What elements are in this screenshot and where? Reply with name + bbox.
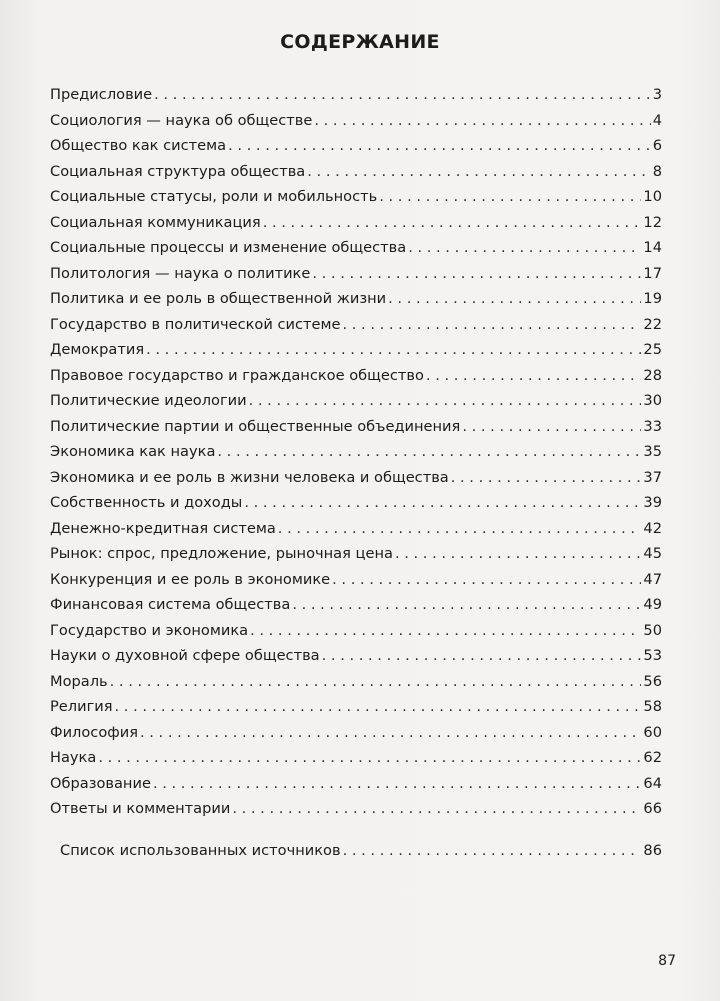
dot-leader — [140, 720, 641, 746]
dot-leader — [312, 261, 641, 287]
toc-entry-label: Социальные статусы, роли и мобильность — [50, 188, 378, 205]
toc-entry-label: Философия — [50, 723, 138, 741]
dot-leader — [263, 210, 642, 236]
toc-entry-page: 28 — [643, 366, 662, 384]
toc-entry — [50, 159, 662, 185]
dot-leader — [342, 312, 641, 338]
dot-leader — [249, 388, 642, 414]
toc-entry-page: 35 — [643, 443, 662, 460]
toc-entry — [50, 592, 662, 618]
toc-entry-page: 6 — [652, 137, 662, 154]
toc-entry — [50, 796, 662, 822]
toc-entry-label: Политические партии и общественные объединения — [50, 417, 461, 435]
toc-entry-page: 64 — [643, 774, 662, 792]
toc-entry-label: Социальные процессы и изменение общества — [50, 239, 407, 256]
toc-entry-page: 50 — [643, 621, 662, 639]
toc-entry-label: Ответы и комментарии — [50, 800, 231, 817]
toc-entry-label: Экономика и ее роль в жизни человека и общества — [50, 468, 449, 486]
toc-entry — [50, 745, 662, 771]
dot-leader — [462, 414, 641, 440]
toc-entry — [50, 261, 662, 287]
toc-entry-page: 10 — [643, 188, 662, 205]
toc-entry-label: Государство и экономика — [50, 621, 249, 639]
toc-entry — [50, 108, 662, 134]
dot-leader — [343, 838, 642, 864]
toc-entry-page: 22 — [643, 315, 662, 333]
toc-entry-label: Мораль — [50, 672, 108, 690]
toc-entry-page: 53 — [643, 647, 662, 664]
toc-entry — [50, 465, 662, 491]
toc-entry-page: 4 — [652, 111, 662, 129]
toc-entry — [50, 618, 662, 644]
toc-entry — [50, 388, 662, 414]
toc-entry-label: Общество как система — [50, 137, 227, 154]
dot-leader — [388, 286, 641, 312]
toc-entry-page: 3 — [652, 86, 662, 103]
toc-entry — [50, 337, 662, 363]
page-title: СОДЕРЖАНИЕ — [280, 31, 440, 53]
toc-entry — [50, 439, 662, 465]
toc-entry-label: Социальная структура общества — [50, 162, 306, 180]
toc-entry-page: 86 — [643, 841, 662, 859]
dot-leader — [322, 643, 642, 669]
toc-entry-page: 12 — [643, 213, 662, 231]
toc-entry-page: 33 — [643, 417, 662, 435]
toc-entry-label: Политология — наука о политике — [50, 264, 311, 282]
dot-leader — [307, 159, 650, 185]
toc-entry — [50, 567, 662, 593]
toc-entry-label: Правовое государство и гражданское общество — [50, 366, 424, 384]
toc-entry — [50, 312, 662, 338]
toc-entry — [50, 184, 662, 210]
dot-leader — [154, 82, 651, 108]
toc-entry-label: Религия — [50, 698, 113, 715]
dot-leader — [146, 337, 641, 363]
toc-entry — [50, 414, 662, 440]
dot-leader — [292, 592, 641, 618]
toc-entry-label: Конкуренция и ее роль в экономике — [50, 570, 331, 588]
toc-entry-page: 25 — [643, 341, 662, 358]
toc-entry-page: 17 — [643, 264, 662, 282]
toc-entry-page: 49 — [643, 596, 662, 613]
dot-leader — [244, 490, 641, 516]
dot-leader — [408, 235, 641, 261]
table-of-contents — [50, 82, 662, 863]
toc-entry-page: 19 — [643, 290, 662, 307]
dot-leader — [395, 541, 641, 567]
page-number: 87 — [658, 953, 676, 969]
toc-entry-label: Политические идеологии — [50, 392, 247, 409]
toc-entry — [50, 286, 662, 312]
dot-leader — [115, 694, 642, 720]
dot-leader — [278, 516, 642, 542]
toc-entry-page: 58 — [643, 698, 662, 715]
toc-entry-page: 8 — [652, 162, 662, 180]
toc-entry — [50, 643, 662, 669]
dot-leader — [98, 745, 641, 771]
toc-entry — [50, 669, 662, 695]
toc-entry-page: 62 — [643, 749, 662, 766]
toc-entry-page: 39 — [643, 494, 662, 511]
dot-leader — [232, 796, 641, 822]
dot-leader — [228, 133, 651, 159]
dot-leader — [451, 465, 642, 491]
toc-entry-label: Список использованных источников — [60, 841, 341, 859]
toc-entry — [50, 82, 662, 108]
dot-leader — [153, 771, 641, 797]
toc-entry-label: Образование — [50, 774, 151, 792]
toc-entry-label: Науки о духовной сфере общества — [50, 647, 320, 664]
toc-entry-label: Социология — наука об обществе — [50, 111, 313, 129]
toc-entry — [50, 541, 662, 567]
toc-entry-label: Демократия — [50, 341, 145, 358]
toc-entry-label: Собственность и доходы — [50, 494, 243, 511]
toc-entry-label: Рынок: спрос, предложение, рыночная цена — [50, 545, 393, 562]
toc-entry — [50, 210, 662, 236]
toc-entry-label: Государство в политической системе — [50, 315, 341, 333]
toc-entry-label: Политика и ее роль в общественной жизни — [50, 290, 387, 307]
dot-leader — [379, 184, 641, 210]
toc-entry — [50, 771, 662, 797]
toc-entry-page: 56 — [643, 672, 662, 690]
toc-entry-page: 60 — [643, 723, 662, 741]
toc-entry-page: 47 — [643, 570, 662, 588]
toc-entry-label: Предисловие — [50, 86, 153, 103]
toc-entry-page: 66 — [643, 800, 662, 817]
dot-leader — [332, 567, 641, 593]
toc-entry-label: Денежно-кредитная система — [50, 519, 276, 537]
dot-leader — [110, 669, 642, 695]
toc-entry — [50, 235, 662, 261]
dot-leader — [314, 108, 650, 134]
toc-entry — [50, 133, 662, 159]
toc-entry-label: Социальная коммуникация — [50, 213, 261, 231]
toc-entry-page: 14 — [643, 239, 662, 256]
toc-entry-label: Экономика как наука — [50, 443, 216, 460]
toc-entry-page: 42 — [643, 519, 662, 537]
toc-entry — [50, 363, 662, 389]
toc-entry — [50, 516, 662, 542]
toc-entry-page: 45 — [643, 545, 662, 562]
dot-leader — [250, 618, 641, 644]
toc-entry-page: 30 — [643, 392, 662, 409]
dot-leader — [217, 439, 641, 465]
toc-entry-page: 37 — [643, 468, 662, 486]
toc-entry — [50, 838, 662, 864]
toc-entry-label: Финансовая система общества — [50, 596, 291, 613]
toc-entry-label: Наука — [50, 749, 97, 766]
toc-entry — [50, 694, 662, 720]
toc-entry — [50, 720, 662, 746]
toc-entry — [50, 490, 662, 516]
dot-leader — [426, 363, 642, 389]
